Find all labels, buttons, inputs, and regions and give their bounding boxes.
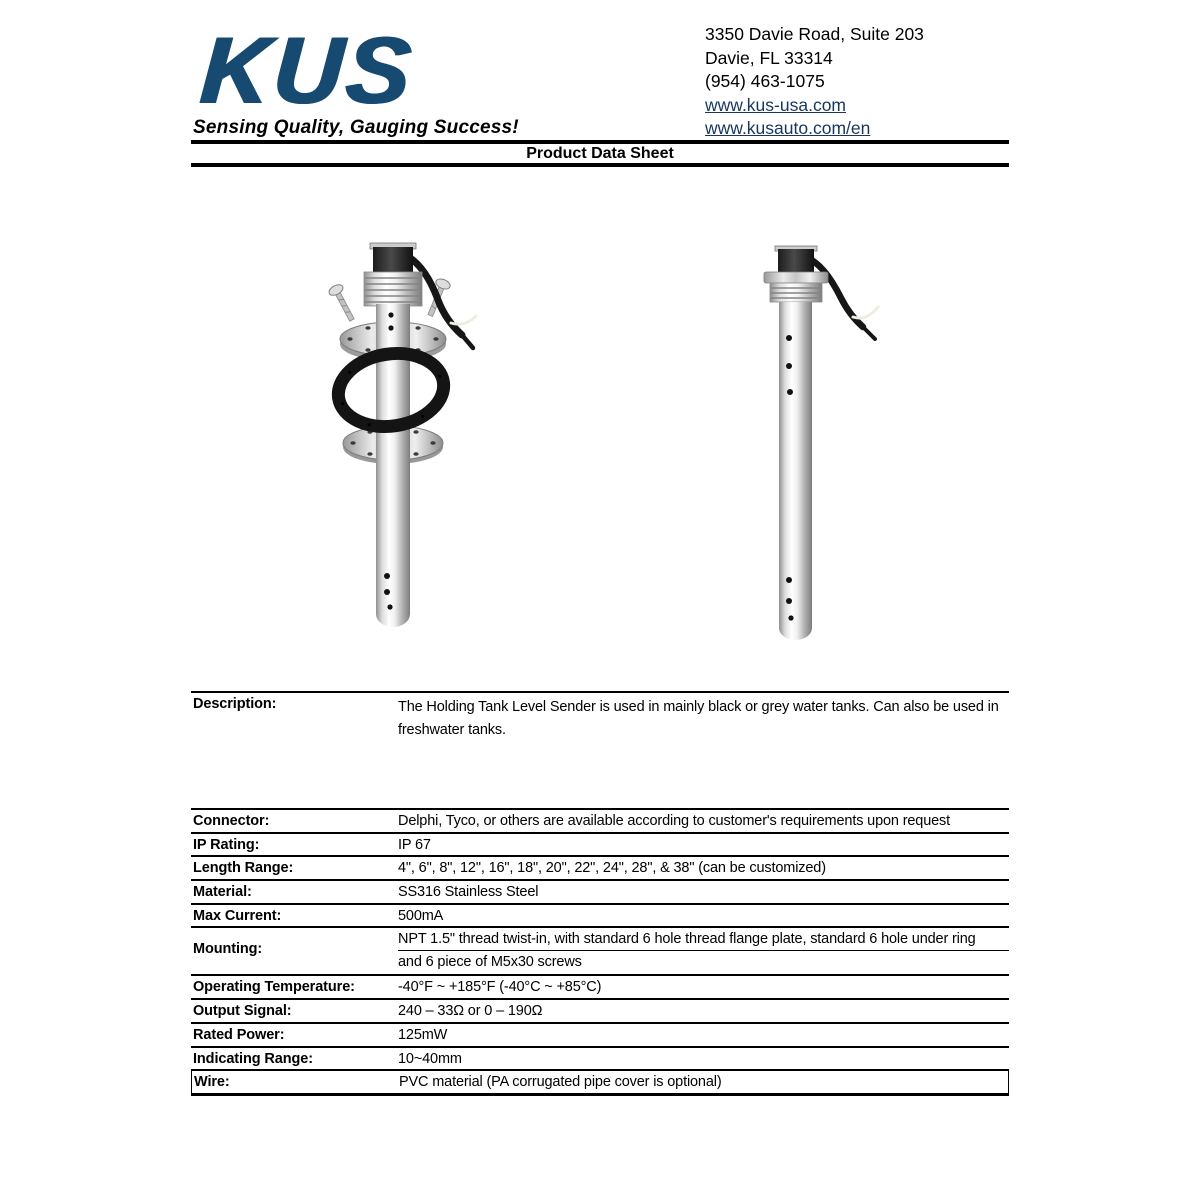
phone-number: (954) 463-1075 (705, 71, 825, 92)
title-rule-top (191, 140, 1009, 144)
address-line-1: 3350 Davie Road, Suite 203 (705, 24, 924, 44)
title-rule-bottom (191, 163, 1009, 167)
contact-block (705, 23, 924, 141)
row-label: Output Signal: (193, 1003, 292, 1019)
row-value: IP 67 (398, 837, 431, 853)
brand-tagline: Sensing Quality, Gauging Success! (193, 117, 519, 138)
page-title: Product Data Sheet (526, 145, 674, 162)
table-row-ip-rating (191, 832, 1009, 855)
spec-table (191, 691, 1009, 1096)
row-label: Wire: (194, 1074, 230, 1090)
row-value: PVC material (PA corrugated pipe cover is optional) (399, 1074, 722, 1090)
table-row-operating-temperature (191, 974, 1009, 998)
row-label: Rated Power: (193, 1027, 285, 1043)
table-row-wire (191, 1069, 1009, 1096)
row-label: Description: (193, 696, 277, 712)
product-photo-flange-kit-image (312, 238, 482, 643)
address-line-2: Davie, FL 33314 (705, 47, 833, 68)
row-value: 4", 6", 8", 12", 16", 18", 20", 22", 24", 28", & 38" (can be customized) (398, 860, 826, 876)
row-value: 10~40mm (398, 1051, 462, 1067)
row-value-line-1: NPT 1.5" thread twist-in, with standard 6 hole thread flange plate, standard 6 hole under ring (398, 928, 1009, 951)
product-photo-tube-image (733, 240, 883, 645)
row-value-line-2: and 6 piece of M5x30 screws (398, 954, 582, 970)
row-label: IP Rating: (193, 837, 260, 853)
table-row-indicating-range (191, 1046, 1009, 1069)
row-value: -40°F ~ +185°F (-40°C ~ +85°C) (398, 979, 602, 995)
row-label: Max Current: (193, 908, 282, 924)
row-label: Mounting: (193, 941, 263, 957)
row-label: Indicating Range: (193, 1051, 313, 1067)
row-label: Length Range: (193, 860, 294, 876)
website-link-kus-usa[interactable]: www.kus-usa.com (705, 94, 847, 115)
table-row-max-current (191, 903, 1009, 926)
row-value: 125mW (398, 1027, 448, 1043)
table-row-output-signal (191, 998, 1009, 1022)
row-label: Operating Temperature: (193, 979, 355, 995)
row-value: 240 – 33Ω or 0 – 190Ω (398, 1003, 543, 1019)
table-row-connector (191, 808, 1009, 832)
table-row-length-range (191, 855, 1009, 879)
table-row-mounting (191, 926, 1009, 974)
kus-logo: KUS (196, 18, 417, 124)
website-link-kusauto[interactable]: www.kusauto.com/en (705, 118, 871, 139)
row-value: 500mA (398, 908, 444, 924)
row-value: Delphi, Tyco, or others are available according to customer's requirements upon request (398, 813, 951, 829)
table-row-rated-power (191, 1022, 1009, 1046)
row-value: SS316 Stainless Steel (398, 884, 539, 900)
table-row-description (191, 691, 1009, 808)
table-row-material (191, 879, 1009, 903)
row-label: Connector: (193, 813, 270, 829)
row-label: Material: (193, 884, 252, 900)
row-value: The Holding Tank Level Sender is used in mainly black or grey water tanks. Can also be used in freshwater tanks. (398, 699, 999, 738)
